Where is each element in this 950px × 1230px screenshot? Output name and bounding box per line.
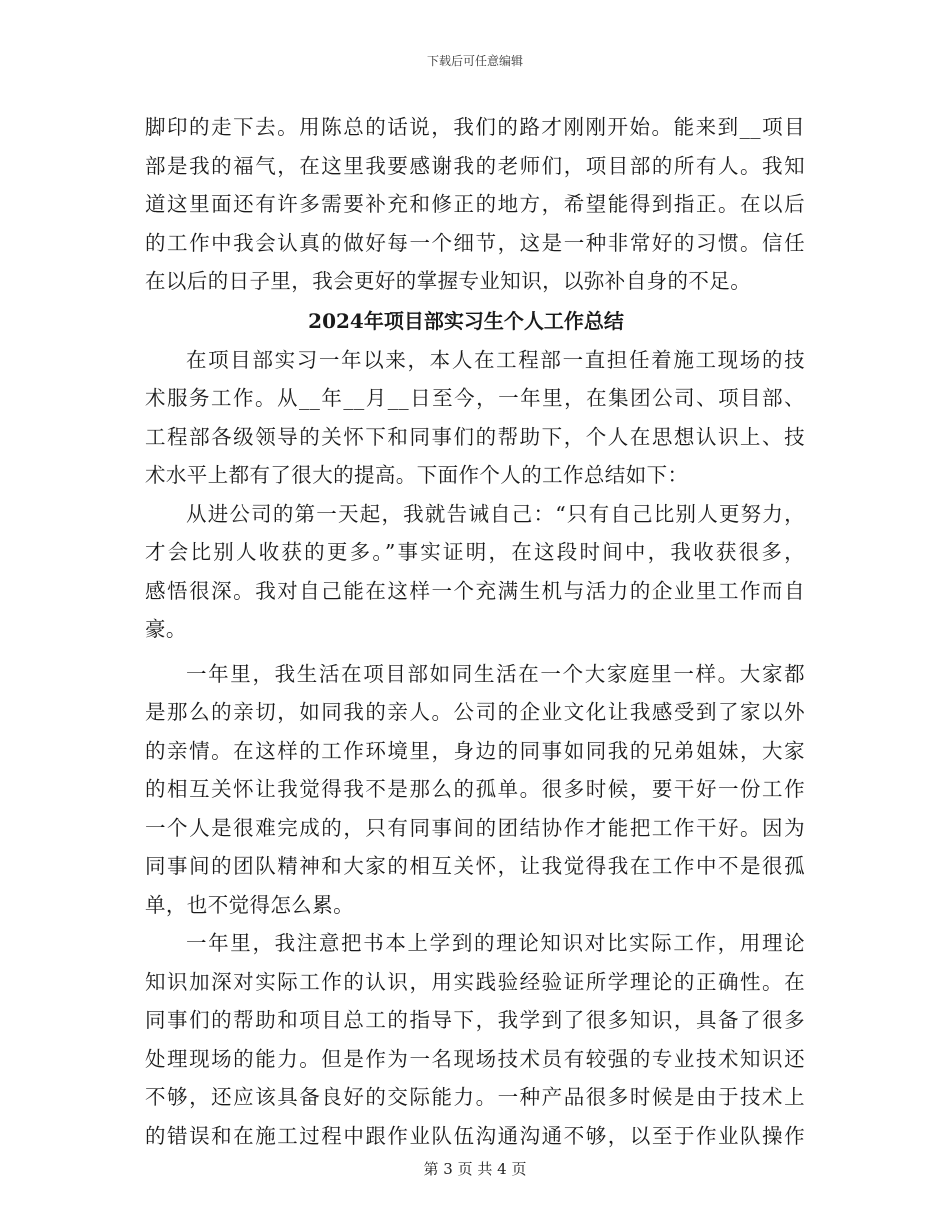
text-line: 不够，还应该具备良好的交际能力。一种产品很多时候是由于技术上 xyxy=(145,1085,805,1109)
text-line: 才会比别人收获的更多。”事实证明，在这段时间中，我收获很多， xyxy=(145,540,805,564)
document-body xyxy=(145,108,805,1155)
paragraph-4 xyxy=(145,924,805,1155)
text-line: 部是我的福气，在这里我要感谢我的老师们，项目部的所有人。我知 xyxy=(145,153,805,178)
intro-paragraph xyxy=(145,108,805,301)
text-line: 工程部各级领导的关怀下和同事们的帮助下，个人在思想认识上、技 xyxy=(145,424,805,449)
text-line: 的错误和在施工过程中跟作业队伍沟通沟通不够，以至于作业队操作 xyxy=(145,1123,805,1148)
text-line: 单，也不觉得怎么累。 xyxy=(145,892,354,917)
text-line: 知识加深对实际工作的认识，用实践验经验证所学理论的正确性。在 xyxy=(145,969,805,994)
text-line: 同事间的团队精神和大家的相互关怀，让我觉得我在工作中不是很孤 xyxy=(145,854,805,878)
text-line: 的相互关怀让我觉得我不是那么的孤单。很多时候，要干好一份工作 xyxy=(145,777,805,801)
text-line: 术服务工作。从__年__月__日至今，一年里，在集团公司、项目部、 xyxy=(145,386,805,410)
text-line: 从进公司的第一天起，我就告诫自己：“只有自己比别人更努力， xyxy=(186,501,805,526)
text-line: 处理现场的能力。但是作为一名现场技术员有较强的专业技术知识还 xyxy=(145,1046,805,1071)
text-line: 同事们的帮助和项目总工的指导下，我学到了很多知识，具备了很多 xyxy=(145,1008,805,1032)
text-line: 道这里面还有许多需要补充和修正的地方，希望能得到指正。在以后 xyxy=(145,192,805,216)
text-line: 豪。 xyxy=(145,617,187,641)
text-line: 一年里，我生活在项目部如同生活在一个大家庭里一样。大家都 xyxy=(186,661,805,686)
paragraph-3 xyxy=(145,655,805,925)
paragraph-1 xyxy=(145,341,805,495)
text-line: 脚印的走下去。用陈总的话说，我们的路才刚刚开始。能来到__项目 xyxy=(145,115,805,139)
page-number: 第 3 页 共 4 页 xyxy=(423,1160,527,1178)
text-line: 一个人是很难完成的，只有同事间的团结协作才能把工作干好。因为 xyxy=(145,815,805,840)
text-line: 在以后的日子里，我会更好的掌握专业知识，以弥补自身的不足。 xyxy=(145,269,752,293)
text-line: 感悟很深。我对自己能在这样一个充满生机与活力的企业里工作而自 xyxy=(145,578,805,603)
text-line: 的亲情。在这样的工作环境里，身边的同事如同我的兄弟姐妹，大家 xyxy=(145,738,805,763)
text-line: 术水平上都有了很大的提高。下面作个人的工作总结如下： xyxy=(145,463,689,487)
document-title: 2024年项目部实习生个人工作总结 xyxy=(308,308,624,333)
text-line: 在项目部实习一年以来，本人在工程部一直担任着施工现场的技 xyxy=(186,347,805,372)
text-line: 是那么的亲切，如同我的亲人。公司的企业文化让我感受到了家以外 xyxy=(145,700,805,724)
page-header-note: 下载后可任意编辑 xyxy=(426,54,523,68)
paragraph-2 xyxy=(145,495,805,649)
text-line: 一年里，我注意把书本上学到的理论知识对比实际工作，用理论 xyxy=(186,931,805,955)
text-line: 的工作中我会认真的做好每一个细节，这是一种非常好的习惯。信任 xyxy=(145,230,805,255)
